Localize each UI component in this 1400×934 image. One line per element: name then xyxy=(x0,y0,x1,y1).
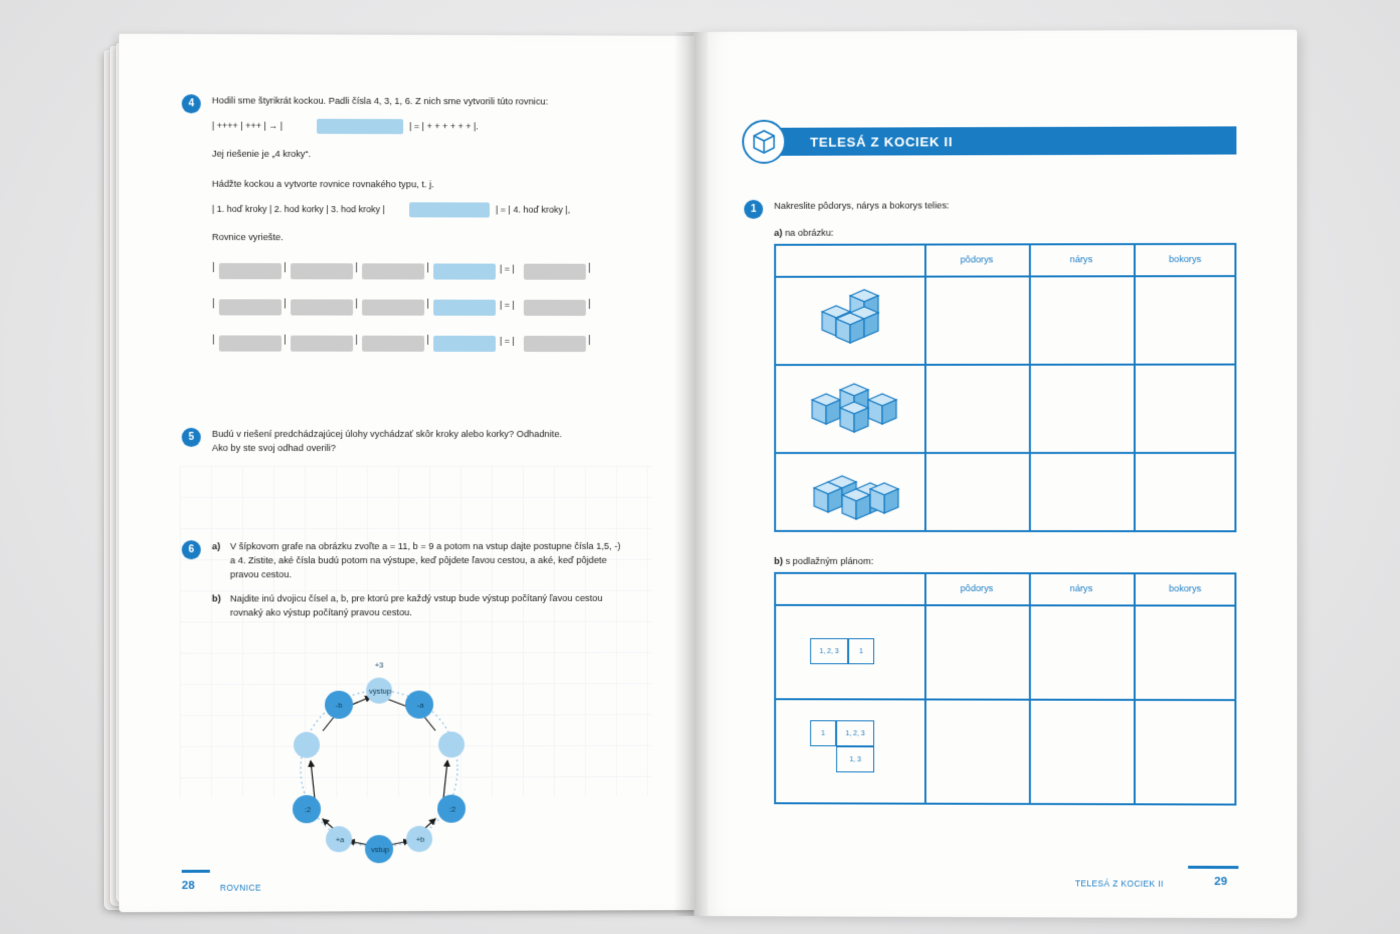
table-b-header-divider xyxy=(776,604,1234,606)
task-4-intro: Hodili sme štyrikrát kockou. Padli čísla 4, 3, 1, 6. Z nich sme vytvorili túto rovnicu: xyxy=(211,95,549,107)
plan-2-cell-1: 1 xyxy=(810,720,836,746)
table-b-col1-divider xyxy=(924,574,926,802)
left-page: 4 Hodili sme štyrikrát kockou. Padli čísla 4, 3, 1, 6. Z nich sme vytvorili túto rovnicu: | ++++ | +++ | → | | = | + + + + + + |. Jej riešenie je „4 kroky“. Hádžte kockou a vytvorte rovnice rovnakého typu, t. j. | 1. hoď kroky | 2. hod korky | 3. hod kroky | | = | 4. hoď kroky |, Rovnice vyriešte. | | | | | = | | | | | | | = | | | | | | | = | | 5 Budú v riešení predchádzajúcej úlohy vychádzať skôr kroky alebo korky? Odhadnite. Ako by ste svoj odhad overili? 6 a) V šípkovom grafe na obrázku zvoľte a = 11, b = 9 a potom na vstup dajte postupne čísla 1,5, -) a 4. Zistite, aké čísla budú potom na výstupe, keď pôjdete ľavou cestou, a aké, keď pôjdete pravou cestou. b) Najdite inú dvojicu čísel a, b, pre ktorú pre každý vstup bude výstup počítaný ľavou cestou rovnaký ako výstup počítaný pravou cestou. +3 -a :2 +b +a :2 -b výstup vstup 28 ROVNICE xyxy=(119,34,708,912)
table-a xyxy=(774,243,1236,532)
right-footer-chapter: TELESÁ Z KOCIEK II xyxy=(1075,878,1164,889)
table-a-col-podorys: pôdorys xyxy=(960,254,994,265)
right-page xyxy=(694,30,1297,919)
task-number-4: 4 xyxy=(182,94,201,113)
graph-output-label: výstup xyxy=(369,686,392,696)
answer-row-3-cell-4[interactable] xyxy=(524,336,586,352)
answer-row-3-cell-3[interactable] xyxy=(362,336,424,352)
task-4-equation-2-blank xyxy=(409,202,489,217)
cube-solid-3-figure xyxy=(796,464,916,539)
answer-row-2-blank-highlight[interactable] xyxy=(433,300,495,316)
table-a-col-narys: nárys xyxy=(1069,254,1093,265)
answer-row-1-equals: | = | xyxy=(499,263,515,274)
left-footer-chapter: ROVNICE xyxy=(220,882,262,893)
answer-row-1-cell-3[interactable] xyxy=(362,263,424,279)
task-4-solution-note: Jej riešenie je „4 kroky“. xyxy=(211,148,311,159)
table-a-col3-divider xyxy=(1134,245,1136,530)
chapter-title: TELESÁ Z KOCIEK II xyxy=(810,133,953,150)
table-a-col1-divider xyxy=(924,246,926,531)
task-6-item-a-text: V šípkovom grafe na obrázku zvoľte a = 11, b = 9 a potom na vstup dajte postupne čísla 1,5, -) a 4. Zistite, aké čísla budú potom na výstupe, keď pôjdete ľavou cestou, a aké, keď pôjdete pravou cestou. xyxy=(230,541,621,580)
table-b xyxy=(774,572,1236,805)
task-4-equation-2-left: | 1. hoď kroky | 2. hod korky | 3. hod kroky | xyxy=(211,203,386,215)
task-4-solve-note: Rovnice vyriešte. xyxy=(211,231,284,243)
left-page-number: 28 xyxy=(181,879,195,892)
part-a-marker xyxy=(774,228,834,238)
graph-op-div2-right: :2 xyxy=(449,804,456,814)
table-a-header-divider xyxy=(776,275,1234,277)
graph-op-minus-b: -b xyxy=(335,700,343,710)
right-task-prompt: Nakreslite pôdorys, nárys a bokorys telies: xyxy=(774,200,950,211)
arrow-graph-diagram xyxy=(228,648,530,879)
task-6-item-b-text: Najdite inú dvojicu čísel a, b, pre ktorú pre každý vstup bude výstup počítaný ľavou cestou rovnaký ako výstup počítaný pravou cestou. xyxy=(230,593,603,618)
graph-op-plus3: +3 xyxy=(374,660,384,670)
table-a-row1-divider xyxy=(776,363,1234,365)
right-page-number: 29 xyxy=(1214,875,1228,888)
cube-icon xyxy=(742,120,786,164)
answer-row-2-cell-4[interactable] xyxy=(524,300,586,316)
part-b-marker-text: b) xyxy=(774,556,783,567)
answer-row-3-blank-highlight[interactable] xyxy=(433,336,495,352)
right-footer-rule xyxy=(1188,866,1238,869)
answer-row-2-cell-1[interactable] xyxy=(219,299,281,315)
graph-op-plus-a: +a xyxy=(335,835,345,845)
cube-solid-2-figure xyxy=(796,376,912,453)
task-6-item-b-marker: b) xyxy=(211,593,221,604)
part-a-marker-text: a) xyxy=(774,227,783,238)
part-b-text: s podlažným plánom: xyxy=(785,556,874,567)
table-b-col2-divider xyxy=(1029,574,1031,803)
answer-row-1-blank-highlight[interactable] xyxy=(433,263,495,279)
cube-solid-1-figure xyxy=(798,286,908,361)
plan-1-cell-1: 1, 2, 3 xyxy=(810,638,848,664)
answer-row-1-cell-4[interactable] xyxy=(524,264,586,280)
right-task-number-1: 1 xyxy=(744,200,763,219)
table-b-col-narys: nárys xyxy=(1069,583,1093,594)
answer-row-1-cell-2[interactable] xyxy=(291,263,353,279)
chapter-banner xyxy=(764,126,1236,155)
table-b-col-bokorys: bokorys xyxy=(1168,583,1202,594)
graph-op-plus-b: +b xyxy=(415,834,425,844)
answer-row-1-cell-1[interactable] xyxy=(219,263,281,279)
table-a-col2-divider xyxy=(1029,245,1031,530)
table-b-col3-divider xyxy=(1134,574,1136,803)
graph-op-minus-a: -a xyxy=(416,700,424,710)
part-a-text: na obrázku: xyxy=(784,227,834,238)
answer-row-3-equals: | = | xyxy=(499,335,515,346)
task-number-5: 5 xyxy=(182,428,201,447)
table-b-row1-divider xyxy=(776,698,1234,700)
answer-row-3-cell-1[interactable] xyxy=(219,335,281,351)
task-5-line-2: Ako by ste svoj odhad overili? xyxy=(211,442,336,453)
task-4-equation-1-left: | ++++ | +++ | → | xyxy=(211,120,283,131)
task-4-equation-2-right: | = | 4. hoď kroky |, xyxy=(495,204,571,215)
task-5-line-1: Budú v riešení predchádzajúcej úlohy vychádzať skôr kroky alebo korky? Odhadnite. xyxy=(211,428,563,439)
part-b-marker xyxy=(774,556,873,566)
answer-row-2-cell-2[interactable] xyxy=(291,299,353,315)
answer-row-2-cell-3[interactable] xyxy=(362,299,424,315)
answer-row-2-equals: | = | xyxy=(499,299,515,310)
task-number-6: 6 xyxy=(182,540,201,559)
answer-row-3-cell-2[interactable] xyxy=(291,336,353,352)
left-footer-rule xyxy=(182,870,210,873)
plan-2-cell-3: 1, 3 xyxy=(836,746,874,772)
task-4-equation-1-blank xyxy=(317,119,404,134)
table-a-col-bokorys: bokorys xyxy=(1168,254,1202,265)
graph-input-label: vstup xyxy=(370,845,390,855)
plan-2-cell-2: 1, 2, 3 xyxy=(836,720,874,746)
open-book xyxy=(96,36,1296,916)
task-4-equation-1-right: | = | + + + + + + |. xyxy=(409,121,479,132)
task-6-item-a-marker: a) xyxy=(211,541,221,552)
task-4-instruction: Hádžte kockou a vytvorte rovnice rovnakého typu, t. j. xyxy=(211,178,435,190)
graph-op-div2-left: :2 xyxy=(304,805,311,815)
table-b-col-podorys: pôdorys xyxy=(960,583,994,594)
plan-1-cell-2: 1 xyxy=(848,638,874,664)
